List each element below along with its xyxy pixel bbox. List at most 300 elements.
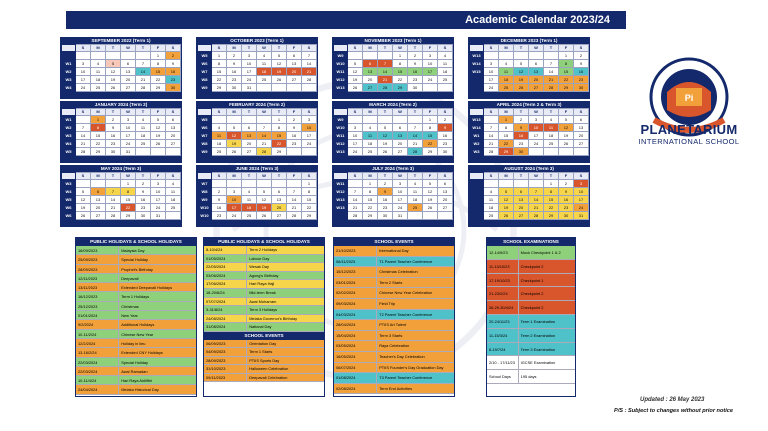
day-cell: 21 <box>106 203 121 211</box>
day-cell <box>514 179 529 187</box>
day-cell <box>438 211 453 219</box>
day-cell <box>514 51 529 59</box>
event-date: 13/11/2023 <box>76 283 119 291</box>
weekday-label: S <box>166 45 181 52</box>
day-cell: 19 <box>378 139 393 147</box>
day-cell: 2 <box>514 115 529 123</box>
week-number: W11 <box>334 131 348 139</box>
week-number: W13 <box>334 203 348 211</box>
event-date: 03/06/2024 <box>204 272 247 280</box>
event-name: Extended Deepavali Holidays <box>121 285 173 291</box>
event-name: Special Holiday <box>121 359 149 365</box>
event-date: 26-29-30/4/24 <box>487 301 519 314</box>
day-cell: 19 <box>257 203 272 211</box>
day-cell: 26 <box>559 139 574 147</box>
day-cell: 5 <box>514 59 529 67</box>
day-cell: 26 <box>151 139 166 147</box>
day-cell: 28 <box>544 83 559 91</box>
week-number: W4 <box>62 139 76 147</box>
month-title: OCTOBER 2023 (Term 1) <box>230 38 284 43</box>
day-cell: 2 <box>378 179 393 187</box>
weekday-label: W <box>257 109 272 116</box>
event-name: Term 3 Examination <box>520 346 556 352</box>
day-cell: 17 <box>348 139 363 147</box>
day-cell: 16 <box>408 67 423 75</box>
day-cell: 8 <box>212 59 227 67</box>
event-row <box>204 272 324 281</box>
day-cell: 6 <box>287 51 302 59</box>
day-cell: 22 <box>499 139 514 147</box>
school-name-sub: INTERNATIONAL SCHOOL <box>638 137 740 146</box>
day-cell: 24 <box>302 139 317 147</box>
day-cell: 2 <box>136 179 151 187</box>
day-cell <box>529 147 544 155</box>
day-cell: 14 <box>484 131 499 139</box>
event-name: Term 2 Holidays <box>249 247 278 252</box>
month-calendar <box>332 101 454 163</box>
day-cell: 21 <box>287 203 302 211</box>
day-cell: 9 <box>212 195 227 203</box>
day-cell: 29 <box>363 211 378 219</box>
day-cell: 9 <box>378 187 393 195</box>
day-cell: 12 <box>559 123 574 131</box>
day-cell: 16 <box>227 67 242 75</box>
week-number: W7 <box>198 67 212 75</box>
day-cell: 20 <box>574 131 589 139</box>
day-cell: 24 <box>348 147 363 155</box>
day-cell: 1 <box>363 179 378 187</box>
week-number <box>470 179 484 187</box>
day-cell: 4 <box>408 179 423 187</box>
day-cell: 9 <box>136 187 151 195</box>
day-cell: 24 <box>242 75 257 83</box>
day-cell: 5 <box>106 59 121 67</box>
month-title: SEPTEMBER 2022 (Term 1) <box>91 38 151 43</box>
day-cell: 8 <box>544 187 559 195</box>
day-cell <box>287 179 302 187</box>
day-cell: 27 <box>438 203 453 211</box>
day-cell <box>393 115 408 123</box>
day-cell: 2 <box>408 51 423 59</box>
event-date: 06/11/2023 <box>334 257 377 267</box>
day-cell <box>484 115 499 123</box>
weekday-label: S <box>166 173 181 180</box>
event-date: 9/2/2024 <box>76 320 119 328</box>
day-cell: 5 <box>151 115 166 123</box>
week-number: W13 <box>334 83 348 91</box>
day-cell: 6 <box>272 187 287 195</box>
day-cell: 3 <box>484 59 499 67</box>
weekday-label: F <box>287 109 302 116</box>
day-cell: 17 <box>121 131 136 139</box>
event-row <box>487 246 575 260</box>
day-cell: 28 <box>106 211 121 219</box>
event-row <box>204 280 324 289</box>
day-cell: 11 <box>257 59 272 67</box>
weekday-label: S <box>76 173 91 180</box>
day-cell: 29 <box>559 83 574 91</box>
event-name: Term 1 Holidays <box>121 294 150 300</box>
event-date: 24/08/2024 <box>204 315 247 323</box>
weekday-label: T <box>272 173 287 180</box>
event-date: 31/08/2024 <box>204 323 247 331</box>
day-cell: 29 <box>544 211 559 219</box>
day-cell: 15 <box>91 131 106 139</box>
school-exams-panel <box>486 237 576 397</box>
event-row <box>334 288 454 299</box>
day-cell: 5 <box>257 187 272 195</box>
day-cell: 28 <box>257 147 272 155</box>
event-date: 21/10/2023 <box>334 246 377 256</box>
day-cell: 5 <box>76 187 91 195</box>
event-name: Checkpoint 2 <box>520 291 544 297</box>
weekday-label: S <box>166 109 181 116</box>
school-events-panel <box>333 237 455 397</box>
day-cell: 31 <box>151 211 166 219</box>
day-cell: 13 <box>91 195 106 203</box>
event-date: 3-31/8/24 <box>204 306 247 314</box>
day-cell: 12 <box>272 59 287 67</box>
day-cell: 26 <box>499 211 514 219</box>
event-date: 12/11/2023 <box>76 274 119 282</box>
event-date: 04/09/2023 <box>204 348 247 355</box>
week-number: W1 <box>62 59 76 67</box>
week-number: W12 <box>334 187 348 195</box>
day-cell: 9 <box>559 187 574 195</box>
day-cell: 10 <box>242 59 257 67</box>
weekday-label: S <box>76 45 91 52</box>
event-row <box>76 302 196 311</box>
week-number: W10 <box>198 211 212 219</box>
day-cell: 18 <box>212 139 227 147</box>
event-name: Malaysia Day <box>121 248 145 253</box>
weekday-label: F <box>559 173 574 180</box>
event-row <box>76 367 196 376</box>
event-row <box>76 246 196 255</box>
day-cell: 30 <box>574 83 589 91</box>
event-name: Term 3 Starts <box>379 332 403 338</box>
day-cell: 12 <box>348 67 363 75</box>
event-row <box>334 246 454 257</box>
event-name: Melaka Historical Day <box>121 387 159 393</box>
event-row <box>76 311 196 320</box>
week-number: W13 <box>334 147 348 155</box>
event-date: 06/07/2024 <box>334 363 377 373</box>
day-cell: 6 <box>166 115 181 123</box>
day-cell: 27 <box>272 211 287 219</box>
day-cell: 1 <box>499 115 514 123</box>
day-cell: 16 <box>574 67 589 75</box>
day-cell: 13 <box>574 123 589 131</box>
day-cell: 18 <box>438 67 453 75</box>
day-cell: 7 <box>302 51 317 59</box>
day-cell: 7 <box>76 123 91 131</box>
day-cell <box>121 51 136 59</box>
day-cell: 12 <box>514 67 529 75</box>
event-row <box>76 385 196 394</box>
event-date: 8-19/7/24 <box>487 343 519 356</box>
day-cell: 27 <box>393 147 408 155</box>
week-number <box>470 211 484 219</box>
event-row <box>487 356 575 370</box>
day-cell: 5 <box>348 59 363 67</box>
weekday-label: W <box>393 109 408 116</box>
event-date: 16/12/2023 <box>76 292 119 300</box>
day-cell: 12 <box>227 131 242 139</box>
day-cell: 25 <box>242 211 257 219</box>
week-number: W8 <box>198 139 212 147</box>
day-cell: 30 <box>408 83 423 91</box>
day-cell: 10 <box>393 187 408 195</box>
weekday-label: T <box>136 109 151 116</box>
day-cell: 8 <box>91 123 106 131</box>
holidays-2-title: PUBLIC HOLIDAYS & SCHOOL HOLIDAYS <box>204 238 324 246</box>
event-date: 10-11/4/24 <box>76 376 119 384</box>
event-date: 10-11/2/24 <box>76 330 119 338</box>
day-cell: 22 <box>121 203 136 211</box>
weekday-label: S <box>484 109 499 116</box>
day-cell: 17 <box>574 195 589 203</box>
weekday-label: M <box>363 173 378 180</box>
weekday-label: M <box>499 173 514 180</box>
week-number: W15 <box>470 67 484 75</box>
day-cell: 11 <box>91 67 106 75</box>
week-number <box>470 187 484 195</box>
day-cell <box>408 115 423 123</box>
event-date: 25/09/2023 <box>76 255 119 263</box>
day-cell: 24 <box>76 83 91 91</box>
day-cell: 13 <box>363 67 378 75</box>
day-cell: 11 <box>242 195 257 203</box>
month-calendar <box>332 37 454 99</box>
day-cell: 17 <box>529 131 544 139</box>
day-cell: 26 <box>378 147 393 155</box>
day-cell: 2 <box>166 51 181 59</box>
week-number: W9 <box>334 51 348 59</box>
day-cell: 7 <box>408 123 423 131</box>
week-number <box>470 75 484 83</box>
day-cell <box>559 147 574 155</box>
day-cell <box>484 179 499 187</box>
event-row <box>204 263 324 272</box>
event-row <box>334 299 454 310</box>
weekday-label: F <box>423 109 438 116</box>
day-cell: 2 <box>438 115 453 123</box>
day-cell: 10 <box>574 187 589 195</box>
event-name: Agong's Birthday <box>249 272 279 278</box>
month-calendar <box>60 165 182 227</box>
day-cell: 23 <box>166 75 181 83</box>
day-cell: 24 <box>151 203 166 211</box>
day-cell: 11 <box>438 59 453 67</box>
day-cell: 25 <box>438 75 453 83</box>
day-cell: 11 <box>484 195 499 203</box>
day-cell: 15 <box>559 67 574 75</box>
event-row <box>334 341 454 352</box>
day-cell: 29 <box>212 83 227 91</box>
event-row <box>334 278 454 289</box>
week-number: W5 <box>62 147 76 155</box>
day-cell: 6 <box>242 123 257 131</box>
weekday-label: S <box>574 173 589 180</box>
week-number: W12 <box>334 139 348 147</box>
day-cell <box>363 51 378 59</box>
day-cell: 16 <box>136 195 151 203</box>
event-date: 21-23/2/24 <box>487 287 519 300</box>
week-number: W4 <box>62 83 76 91</box>
weekday-label: T <box>242 173 257 180</box>
day-cell: 6 <box>91 187 106 195</box>
weekday-label: T <box>378 109 393 116</box>
day-cell: 25 <box>408 203 423 211</box>
day-cell: 19 <box>76 203 91 211</box>
day-cell: 22 <box>363 203 378 211</box>
event-date: 24/04/2024 <box>76 385 119 393</box>
day-cell: 14 <box>106 195 121 203</box>
day-cell: 21 <box>136 75 151 83</box>
day-cell <box>76 115 91 123</box>
day-cell: 15 <box>121 195 136 203</box>
event-row <box>76 320 196 329</box>
event-name: Wesak Day <box>249 264 270 270</box>
week-number: W8 <box>198 187 212 195</box>
weekday-label: W <box>529 109 544 116</box>
day-cell: 29 <box>302 211 317 219</box>
event-date: School Days <box>487 370 519 383</box>
day-cell: 19 <box>514 75 529 83</box>
event-row <box>487 301 575 315</box>
week-number: W9 <box>198 195 212 203</box>
day-cell: 15 <box>499 131 514 139</box>
day-cell: 10 <box>302 123 317 131</box>
event-date: 01/08/2024 <box>334 373 377 383</box>
month-title: APRIL 2024 (Term 2 & Term 3) <box>496 102 562 107</box>
event-row <box>334 267 454 278</box>
weekday-label: S <box>302 109 317 116</box>
day-cell: 14 <box>348 195 363 203</box>
event-name: Term 3 Holidays <box>249 307 278 313</box>
day-cell: 14 <box>136 67 151 75</box>
day-cell: 25 <box>166 203 181 211</box>
event-name: PTIIS Sports Day <box>249 357 280 363</box>
day-cell: 9 <box>438 123 453 131</box>
day-cell <box>544 147 559 155</box>
month-calendar <box>60 37 182 99</box>
event-name: Deepavali <box>121 275 139 281</box>
day-cell: 29 <box>499 147 514 155</box>
day-cell: 23 <box>574 75 589 83</box>
weekday-label: S <box>438 45 453 52</box>
day-cell: 8 <box>302 187 317 195</box>
event-row <box>76 265 196 274</box>
event-name: International Day <box>379 248 409 253</box>
weekday-label: F <box>287 45 302 52</box>
event-row <box>76 358 196 367</box>
day-cell: 1 <box>272 115 287 123</box>
event-row <box>487 260 575 274</box>
day-cell <box>76 179 91 187</box>
day-cell: 15 <box>544 195 559 203</box>
event-name: Term 2 Examination <box>520 332 556 338</box>
day-cell: 13 <box>393 131 408 139</box>
day-cell: 6 <box>574 115 589 123</box>
weekday-label: W <box>257 173 272 180</box>
day-cell: 18 <box>484 203 499 211</box>
event-row <box>204 340 324 348</box>
event-name: Checkpoint 2 <box>520 305 544 311</box>
weekday-label: T <box>514 109 529 116</box>
calendar-title: Academic Calendar 2023/24 <box>66 11 626 29</box>
event-date: 01/01/2024 <box>76 311 119 319</box>
day-cell <box>257 83 272 91</box>
change-notice: P/S : Subject to changes without prior notice <box>614 408 734 414</box>
week-number: W5 <box>62 195 76 203</box>
day-cell: 16 <box>438 131 453 139</box>
day-cell: 6 <box>393 123 408 131</box>
event-date: 15/04/2024 <box>334 331 377 341</box>
event-name: Teacher's Day Celebration <box>379 353 425 359</box>
day-cell: 6 <box>438 179 453 187</box>
week-number: W3 <box>470 147 484 155</box>
day-cell: 13 <box>438 187 453 195</box>
event-row <box>487 315 575 329</box>
event-row <box>204 323 324 332</box>
day-cell: 9 <box>287 123 302 131</box>
day-cell: 16 <box>514 131 529 139</box>
event-row <box>76 292 196 301</box>
weekday-label: W <box>121 173 136 180</box>
event-row <box>334 310 454 321</box>
day-cell: 10 <box>227 195 242 203</box>
day-cell: 20 <box>242 139 257 147</box>
day-cell: 4 <box>363 123 378 131</box>
holidays-1-title: PUBLIC HOLIDAYS & SCHOOL HOLIDAYS <box>76 238 196 246</box>
weekday-label: F <box>151 45 166 52</box>
day-cell: 4 <box>242 187 257 195</box>
day-cell: 22 <box>272 139 287 147</box>
event-date: 16/09/2023 <box>76 246 119 254</box>
week-number: W8 <box>198 75 212 83</box>
weekday-label: T <box>106 45 121 52</box>
event-name: Chinese New Year Celebration <box>379 290 433 296</box>
day-cell: 18 <box>136 131 151 139</box>
week-number: W1 <box>470 131 484 139</box>
event-name: Term 2 Starts <box>379 279 403 285</box>
day-cell: 28 <box>76 147 91 155</box>
event-name: Term End Activities <box>379 385 413 391</box>
day-cell: 31 <box>393 211 408 219</box>
day-cell: 14 <box>544 67 559 75</box>
weekday-label: S <box>302 173 317 180</box>
week-number: W1 <box>62 115 76 123</box>
event-name: T2 Parent Teacher Conference <box>379 311 433 317</box>
event-name: National Day <box>249 324 272 330</box>
event-name: Halloween Celebration <box>249 366 289 372</box>
day-cell: 25 <box>484 211 499 219</box>
event-name: Raya Celebration <box>379 343 410 349</box>
day-cell: 4 <box>91 59 106 67</box>
day-cell <box>212 115 227 123</box>
day-cell: 14 <box>529 195 544 203</box>
week-number <box>470 83 484 91</box>
weekday-label: S <box>212 173 227 180</box>
weekday-label: T <box>272 45 287 52</box>
weekday-label: S <box>76 109 91 116</box>
weekday-label: M <box>227 45 242 52</box>
day-cell: 1 <box>121 179 136 187</box>
event-row <box>76 283 196 292</box>
weekday-label: S <box>484 173 499 180</box>
